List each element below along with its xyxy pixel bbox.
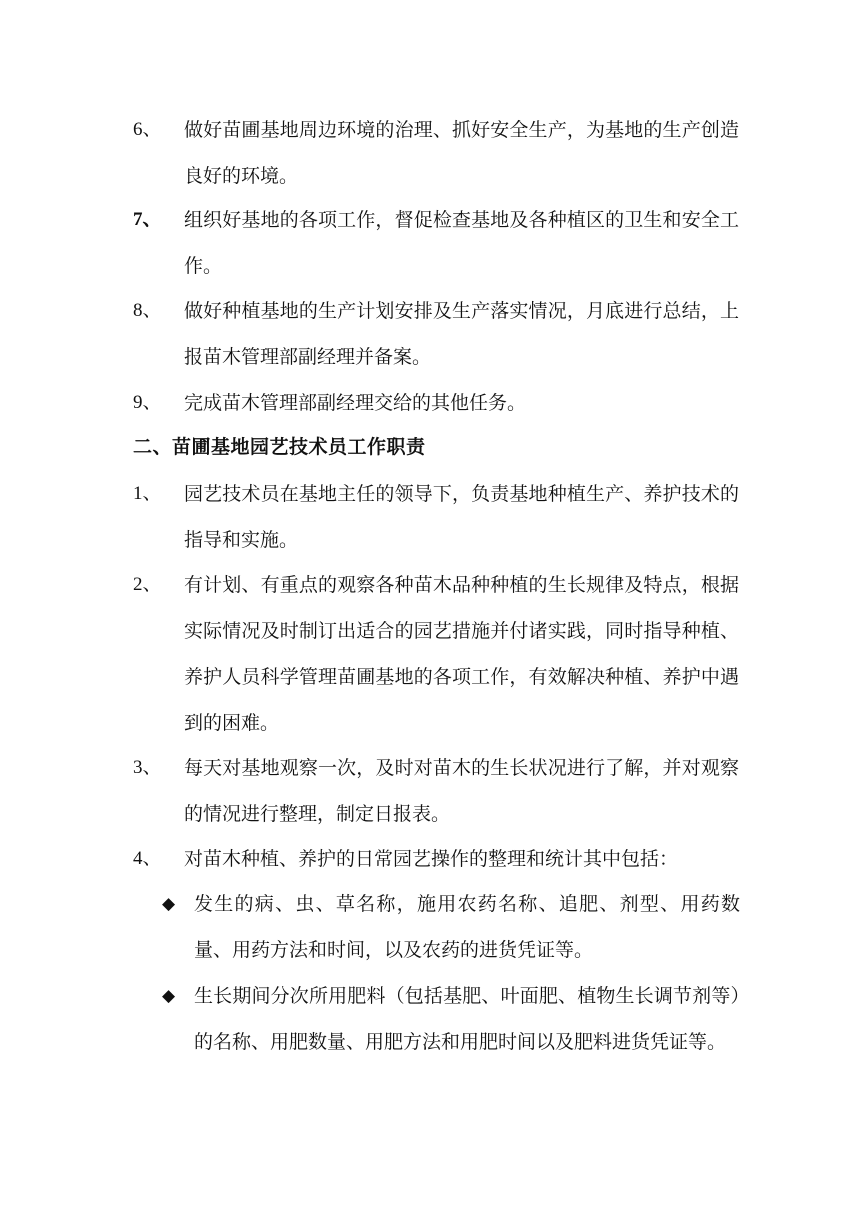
item-text: 每天对基地观察一次，及时对苗木的生长状况进行了解，并对观察的情况进行整理，制定日报表。 <box>184 757 739 825</box>
item-text: 对苗木种植、养护的日常园艺操作的整理和统计其中包括： <box>184 848 679 870</box>
item-number: 4、 <box>133 848 162 869</box>
item-number: 8、 <box>133 300 162 321</box>
item-text: 做好种植基地的生产计划安排及生产落实情况，月底进行总结，上报苗木管理部副经理并备案。 <box>184 300 739 368</box>
item-text: 完成苗木管理部副经理交给的其他任务。 <box>184 392 527 414</box>
item-number: 2、 <box>133 574 162 595</box>
item-text: 园艺技术员在基地主任的领导下，负责基地种植生产、养护技术的指导和实施。 <box>184 483 739 551</box>
section-heading: 二、苗圃基地园艺技术员工作职责 <box>133 436 426 458</box>
item-text: 有计划、有重点的观察各种苗木品种种植的生长规律及特点，根据实际情况及时制订出适合的园艺措施并付诸实践，同时指导种植、养护人员科学管理苗圃基地的各项工作，有效解决种植、养护中遇到的困难。 <box>184 574 739 734</box>
bullet-text: 发生的病、虫、草名称，施用农药名称、追肥、剂型、用药数量、用药方法和时间，以及农药的进货凭证等。 <box>194 893 740 961</box>
item-number: 9、 <box>133 392 162 413</box>
item-number: 7、 <box>133 209 162 230</box>
item-number: 1、 <box>133 483 162 504</box>
diamond-bullet-icon: ◆ <box>162 986 176 1006</box>
item-number: 3、 <box>133 757 162 778</box>
item-text: 做好苗圃基地周边环境的治理、抓好安全生产，为基地的生产创造良好的环境。 <box>184 119 739 187</box>
item-text: 组织好基地的各项工作，督促检查基地及各种植区的卫生和安全工作。 <box>184 209 739 277</box>
item-number: 6、 <box>133 119 162 140</box>
bullet-text: 生长期间分次所用肥料（包括基肥、叶面肥、植物生长调节剂等）的名称、用肥数量、用肥方法和用肥时间以及肥料进货凭证等。 <box>194 985 740 1053</box>
diamond-bullet-icon: ◆ <box>162 894 176 914</box>
